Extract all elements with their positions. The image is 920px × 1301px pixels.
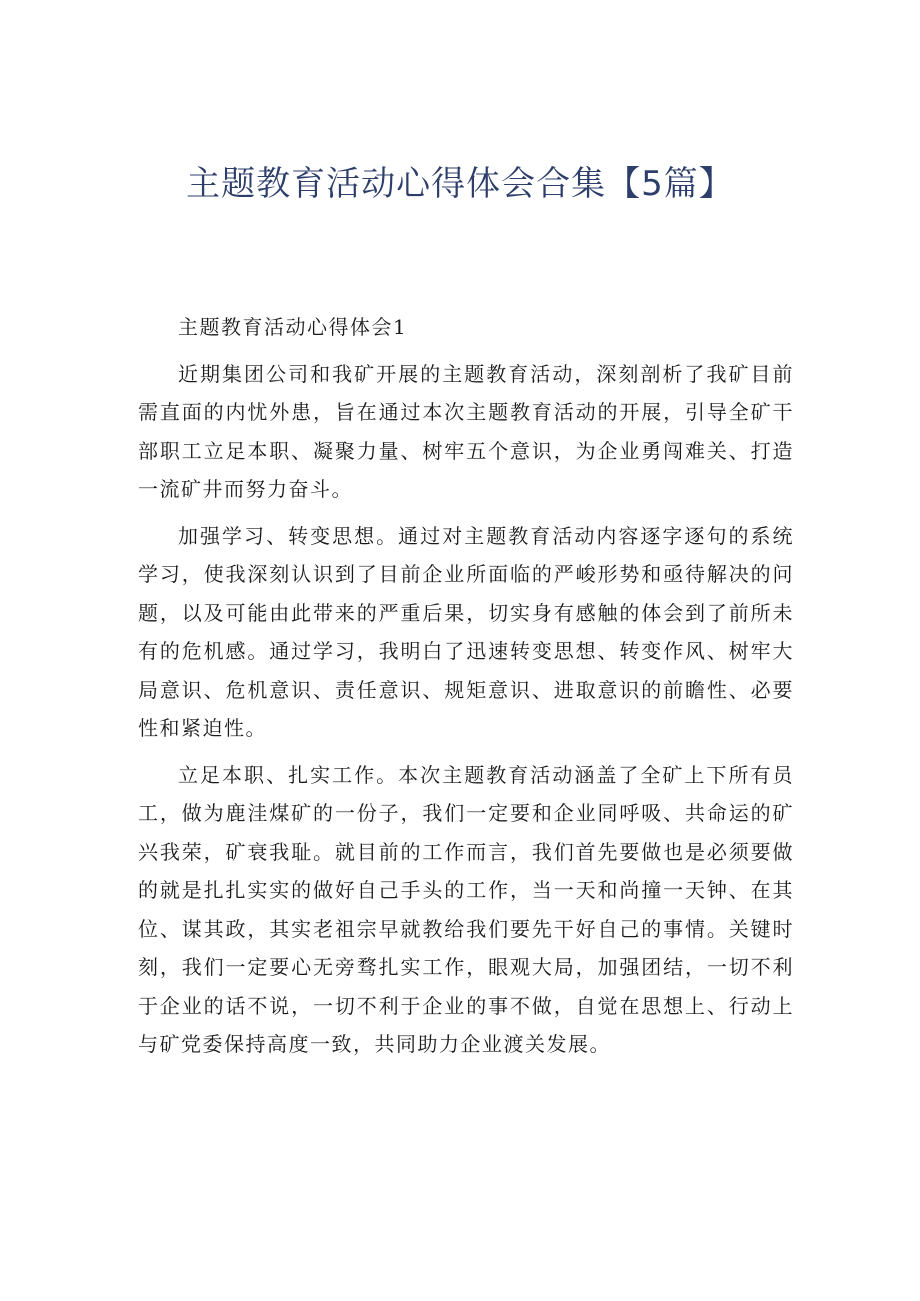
paragraph-2: 加强学习、转变思想。通过对主题教育活动内容逐字逐句的系统学习，使我深刻认识到了目前企业所面临的严峻形势和亟待解决的问题，以及可能由此带来的严重后果，切实身有感触的体会到了前所未有的危机感。通过学习，我明白了迅速转变思想、转变作风、树牢大局意识、危机意识、责任意识、规矩意识、进取意识的前瞻性、必要性和紧迫性。	[138, 523, 794, 740]
paragraph-3: 立足本职、扎实工作。本次主题教育活动涵盖了全矿上下所有员工，做为鹿洼煤矿的一份子，我们一定要和企业同呼吸、共命运的矿兴我荣，矿衰我耻。就目前的工作而言，我们首先要做也是必须要做的就是扎扎实实的做好自己手头的工作，当一天和尚撞一天钟、在其位、谋其政，其实老祖宗早就教给我们要先干好自己的事情。关键时刻，我们一定要心无旁骛扎实工作，眼观大局，加强团结，一切不利于企业的话不说，一切不利于企业的事不做，自觉在思想上、行动上与矿党委保持高度一致，共同助力企业渡关发展。	[138, 762, 794, 1056]
section-heading: 主题教育活动心得体会1	[178, 315, 408, 339]
document-body	[138, 308, 794, 1072]
paragraph-1: 近期集团公司和我矿开展的主题教育活动，深刻剖析了我矿目前需直面的内忧外患，旨在通过本次主题教育活动的开展，引导全矿干部职工立足本职、凝聚力量、树牢五个意识，为企业勇闯难关、打造一流矿井而努力奋斗。	[138, 361, 794, 501]
document-title: 主题教育活动心得体会合集【5篇】	[186, 164, 734, 204]
